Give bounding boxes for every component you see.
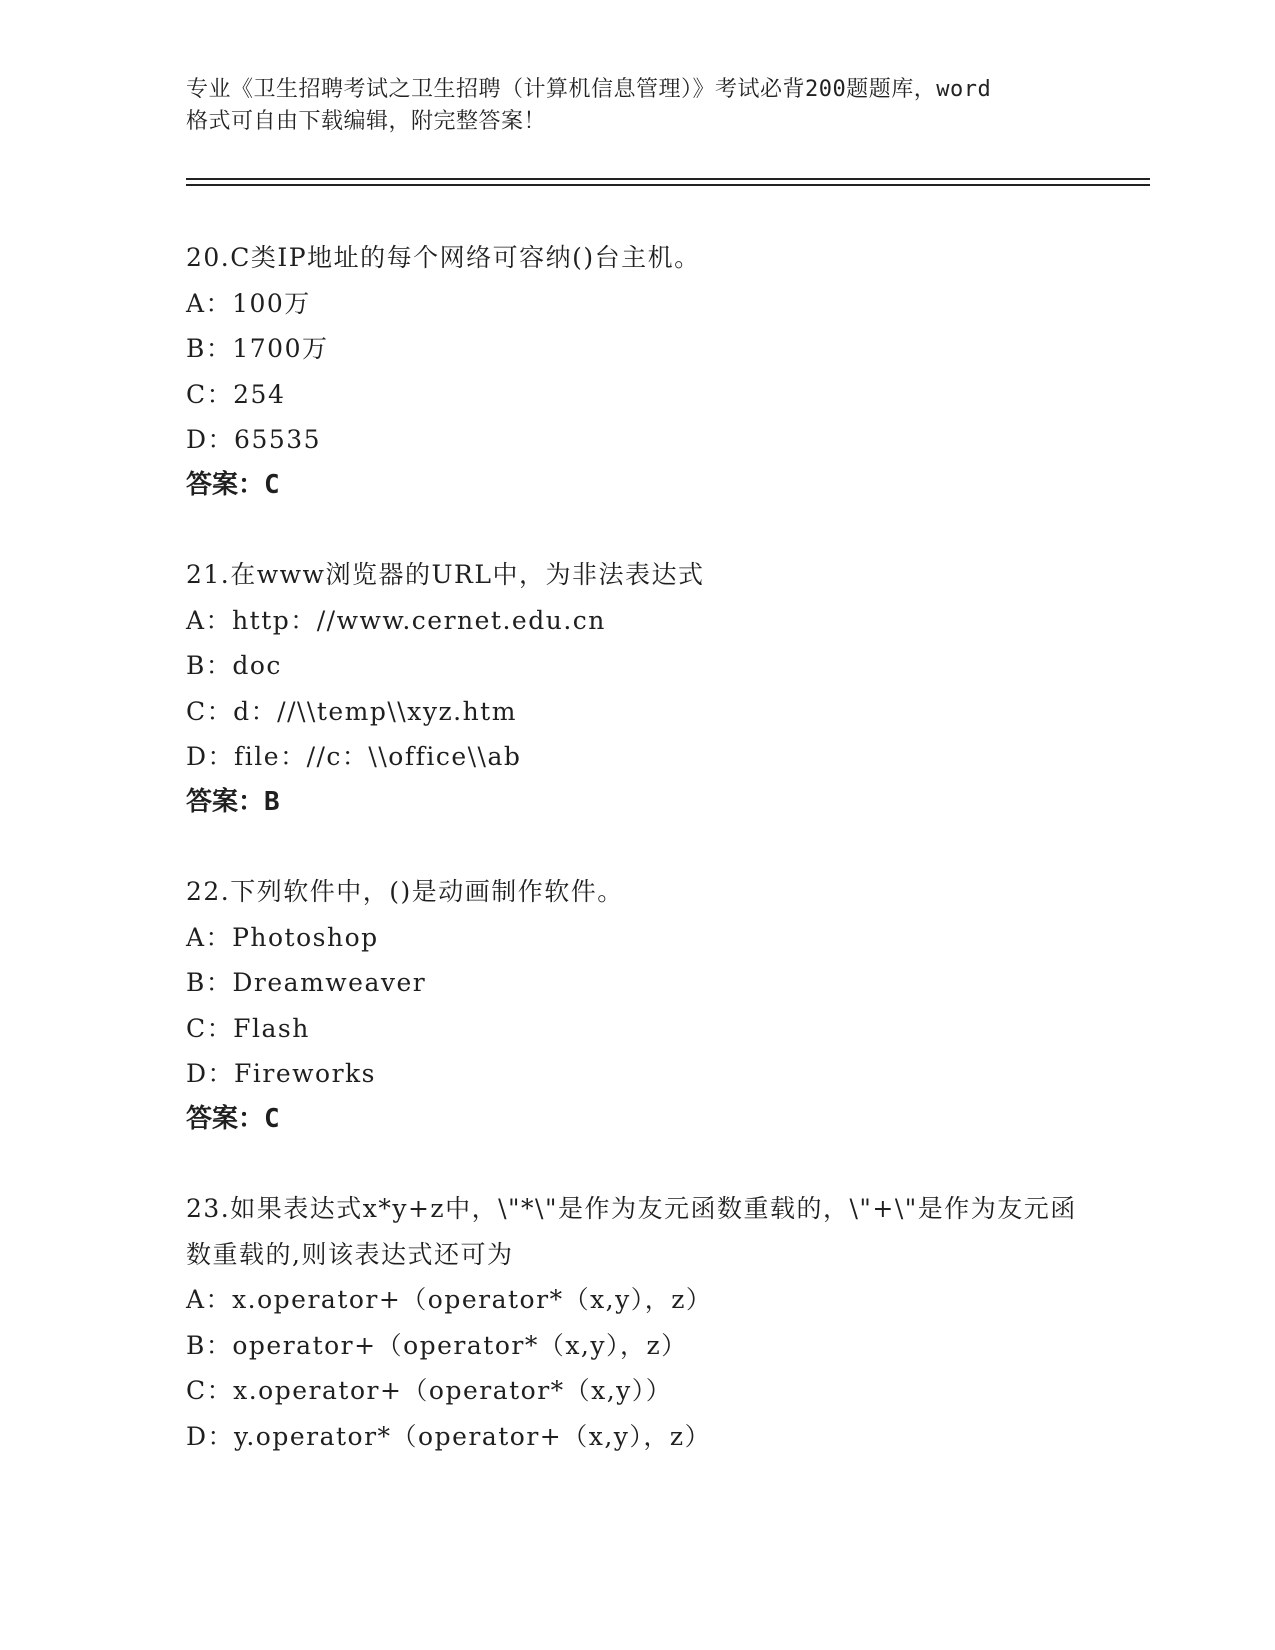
option-d <box>186 417 1146 463</box>
option-c <box>186 689 1146 735</box>
option-key: A： <box>186 288 233 318</box>
option-key: A： <box>186 922 233 952</box>
header-line-1: 专业《卫生招聘考试之卫生招聘（计算机信息管理）》考试必背200题题库，word <box>186 77 992 102</box>
option-c <box>186 1006 1146 1052</box>
question-text: 23.如果表达式x*y+z中，\"*\"是作为友元函数重载的，\"+\"是作为友元函数重载的,则该表达式还可为 <box>186 1194 1077 1269</box>
option-text: 254 <box>233 379 286 409</box>
option-text: file：//c：\\office\\ab <box>234 742 522 771</box>
question-item <box>186 235 1146 508</box>
header-divider-bottom <box>186 184 1150 186</box>
option-c <box>186 372 1146 418</box>
option-b <box>186 643 1146 689</box>
option-text: Flash <box>233 1013 310 1043</box>
option-key: D： <box>186 1059 235 1088</box>
option-a <box>186 1277 1146 1323</box>
question-item <box>186 869 1146 1142</box>
option-key: A： <box>186 605 233 635</box>
option-key: B： <box>186 968 233 997</box>
answer-line: 答案：C <box>186 1103 280 1134</box>
option-key: C： <box>186 379 234 409</box>
question-text: 20.C类IP地址的每个网络可容纳()台主机。 <box>186 243 701 272</box>
option-key: B： <box>186 651 233 680</box>
question-text: 22.下列软件中，()是动画制作软件。 <box>186 877 624 906</box>
option-text: Photoshop <box>232 922 379 952</box>
option-text: 65535 <box>234 425 322 454</box>
option-text: doc <box>232 651 282 680</box>
option-key: C： <box>186 1376 234 1405</box>
option-b <box>186 960 1146 1006</box>
header-line-2: 格式可自由下载编辑，附完整答案！ <box>186 109 547 134</box>
option-key: A： <box>186 1285 233 1314</box>
option-key: B： <box>186 334 233 363</box>
question-text: 21.在www浏览器的URL中，为非法表达式 <box>186 560 705 589</box>
option-a <box>186 915 1146 961</box>
option-key: B： <box>186 1330 233 1360</box>
option-b <box>186 326 1146 372</box>
option-a <box>186 281 1146 327</box>
option-d <box>186 1414 1146 1460</box>
question-item <box>186 1186 1146 1459</box>
option-key: D： <box>186 742 235 771</box>
option-text: 1700万 <box>232 334 329 363</box>
option-key: C： <box>186 696 234 726</box>
option-b <box>186 1323 1146 1369</box>
option-key: C： <box>186 1013 234 1043</box>
answer-line: 答案：C <box>186 469 280 500</box>
option-key: D： <box>186 1421 235 1451</box>
question-item <box>186 552 1146 825</box>
option-text: operator+（operator*（x,y），z） <box>232 1330 688 1360</box>
option-text: http：//www.cernet.edu.cn <box>232 605 606 635</box>
answer-line: 答案：B <box>186 786 280 817</box>
option-text: Dreamweaver <box>232 968 427 997</box>
option-key: D： <box>186 425 235 454</box>
header-divider-top <box>186 178 1150 180</box>
option-a <box>186 598 1146 644</box>
option-d <box>186 1051 1146 1097</box>
option-text: y.operator*（operator+（x,y），z） <box>234 1421 712 1451</box>
option-text: d：//\\temp\\xyz.htm <box>233 696 517 726</box>
option-text: x.operator+（operator*（x,y），z） <box>232 1285 713 1314</box>
option-text: x.operator+（operator*（x,y）） <box>233 1376 673 1405</box>
option-text: Fireworks <box>234 1059 377 1088</box>
option-d <box>186 734 1146 780</box>
option-text: 100万 <box>232 288 311 318</box>
question-list <box>186 235 1146 1503</box>
document-header <box>186 74 1086 138</box>
option-c <box>186 1368 1146 1414</box>
